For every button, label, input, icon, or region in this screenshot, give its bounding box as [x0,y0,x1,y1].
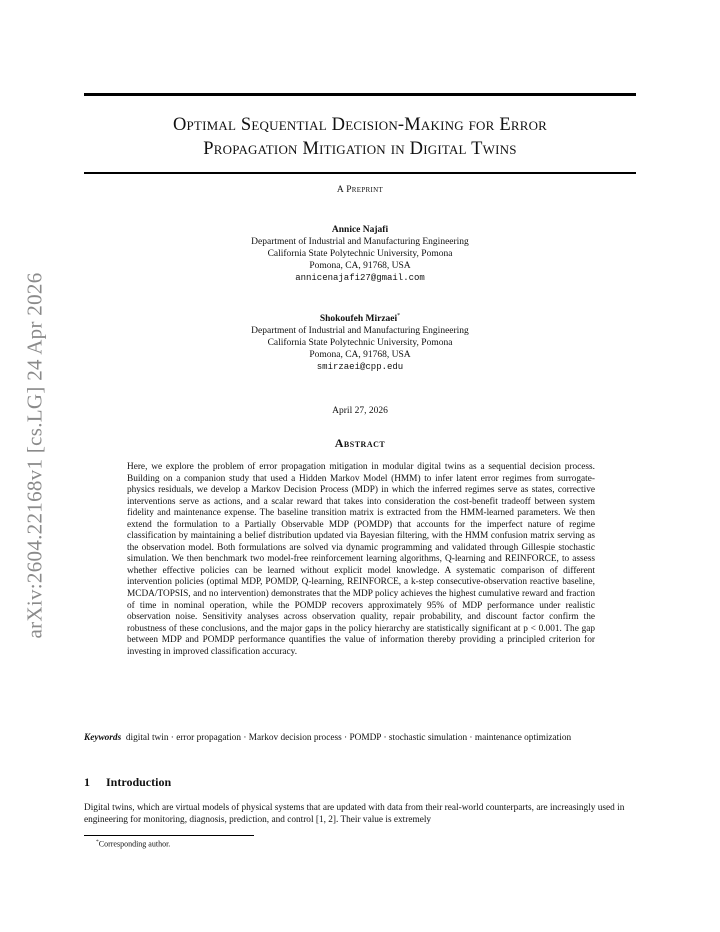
author-block-1 [84,224,636,284]
preprint-label: A Preprint [336,185,384,195]
footnote-marker: * [96,839,99,845]
title-line-1: Optimal Sequential Decision-Making for Error [172,115,548,135]
title-top-rule [84,93,636,96]
author-location: Pomona, CA, 91768, USA [309,350,411,361]
author-department: Department of Industrial and Manufacturing Engineering [251,237,469,247]
author-department: Department of Industrial and Manufacturing Engineering [251,326,469,337]
arxiv-sidebar [20,260,50,650]
footnote-text: Corresponding author. [98,839,171,849]
abstract-heading: Abstract [334,436,386,450]
title-line-2: Propagation Mitigation in Digital Twins [203,139,517,159]
author-university: California State Polytechnic University, Pomona [267,338,453,349]
author-block-2 [84,310,636,373]
corresponding-marker: * [397,313,401,319]
author-email[interactable]: annicenajafi27@gmail.com [295,273,425,283]
paper-date: April 27, 2026 [332,406,388,416]
keywords-text: digital twin · error propagation · Markov decision process · POMDP · stochastic simulation · maintenance optimization [125,733,572,743]
keywords-label: Keywords [84,733,122,743]
author-name: Annice Najafi [331,225,389,235]
section-title: Introduction [106,775,172,789]
abstract-text: Here, we explore the problem of error propagation mitigation in modular digital twins as a sequential decision process. Building on a companion study that used a Hidden Markov Model (HMM) to infer latent error regimes from surrogate-physics residuals, we develop a Markov Decision Process (MDP) in which the inferred regimes serve as states, corrective interventions serve as actions, and a scalar reward that takes into consideration the cost-benefit tradeoff between system fidelity and maintenance expense. The baseline transition matrix is extracted from the HMM-learned parameters. We then extend the formulation to a Partially Observable MDP (POMDP) that accounts for the imperfect nature of regime classification by maintaining a belief distribution updated via Bayesian filtering, with the HMM confusion matrix serving as the observation model. Both formulations are solved via dynamic programming and validated through Gillespie stochastic simulation. We then benchmark two model-free reinforcement learning algorithms, Q-learning and REINFORCE, to assess whether effective policies can be learned without explicit model knowledge. A systematic comparison of different intervention policies (optimal MDP, POMDP, Q-learning, REINFORCE, a k-step consecutive-observation reactive baseline, MCDA/TOPSIS, and no intervention) demonstrates that the MDP policy achieves the highest cumulative reward and fraction of time in nominal operation, while the POMDP recovers approximately 95% of MDP performance under realistic observation noise. Sensitivity analyses across observation quality, repair probability, and discount factor confirm the robustness of these conclusions, and the major gaps in the policy hierarchy are statistically significant at p < 0.001. The gap between MDP and POMDP performance quantifies the value of information thereby providing a principled criterion for investing in improved classification accuracy. [127,462,595,657]
intro-paragraph: Digital twins, which are virtual models of physical systems that are updated with data from their real-world counterparts, are increasingly used in engineering for monitoring, diagnosis, prediction, and control [1, 2]. Their value is extremely [84,803,625,825]
author-location: Pomona, CA, 91768, USA [309,261,411,271]
author-email[interactable]: smirzaei@cpp.edu [316,362,404,373]
title-bottom-rule [84,172,636,174]
section-number: 1 [84,775,90,789]
arxiv-identifier: arXiv:2604.22168v1 [cs.LG] 24 Apr 2026 [22,271,47,639]
paper-title [84,113,636,161]
footnote [96,839,170,849]
footnote-rule [84,835,254,836]
author-university: California State Polytechnic University, Pomona [267,249,453,259]
author-name: Shokoufeh Mirzaei* [319,313,401,325]
keywords [84,733,636,745]
section-heading [84,775,636,790]
